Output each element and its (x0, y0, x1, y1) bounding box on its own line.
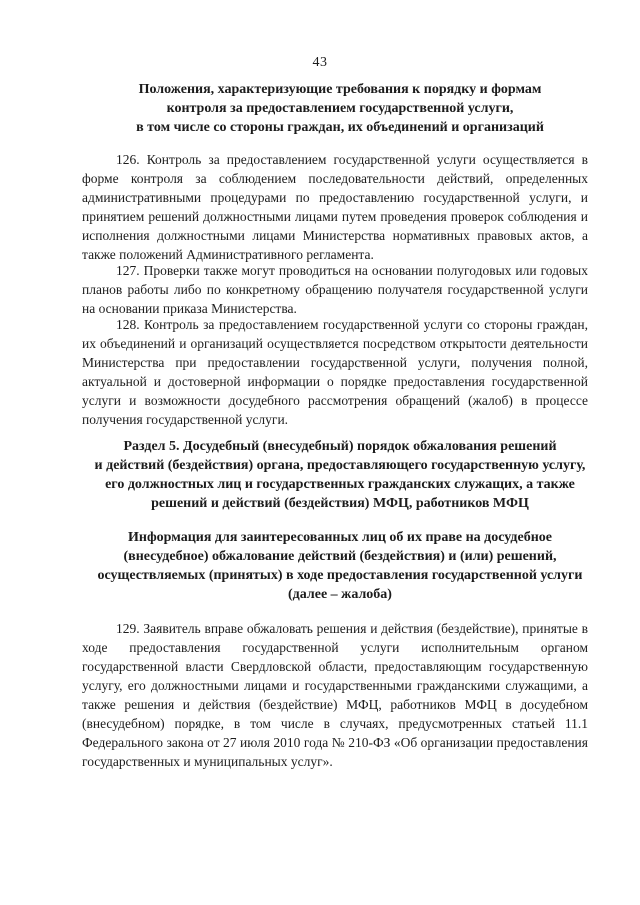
heading-line: (далее – жалоба) (288, 587, 392, 602)
heading-line: Положения, характеризующие требования к порядку и формам (138, 82, 542, 97)
heading-line: контроля за предоставлением государственной услуги, (166, 101, 514, 116)
heading-line: и действий (бездействия) органа, предоставляющего государственную услугу, (94, 458, 586, 473)
paragraph-126: 126. Контроль за предоставлением государственной услуги осуществляется в форме контроля за соблюдением последовательности действий, определенных административными процедурами по предоставлению государственной услуги, и принятием решений должностными лицами путем проведения проверок соблюдения и исполнения должностными лицами Министерства нормативных правовых актов, а также положений Административного регламента. (82, 152, 588, 262)
paragraph-128: 128. Контроль за предоставлением государственной услуги со стороны граждан, их объединений и организаций осуществляется посредством открытости деятельности Министерства при предоставлении государственной услуги, получения полной, актуальной и достоверной информации о порядке предоставления государственной услуги и возможности досудебного рассмотрения обращений (жалоб) в процессе получения государственной услуги. (82, 317, 588, 427)
heading-line: Информация для заинтересованных лиц об их праве на досудебное (128, 530, 552, 545)
heading-line: Раздел 5. Досудебный (внесудебный) порядок обжалования решений (123, 439, 557, 454)
heading-line: осуществляемых (принятых) в ходе предоставления государственной услуги (97, 568, 583, 583)
heading-line: его должностных лиц и государственных гражданских служащих, а также (105, 477, 575, 492)
paragraph-127: 127. Проверки также могут проводиться на основании полугодовых или годовых планов работы либо по конкретному обращению получателя государственной услуги на основании приказа Министерства. (82, 263, 588, 316)
section-heading-complaint-info (80, 528, 600, 604)
section-heading-chapter-5 (80, 437, 600, 513)
page-number: 43 (312, 55, 328, 70)
section-heading-control (80, 80, 600, 137)
heading-line: решений и действий (бездействия) МФЦ, работников МФЦ (151, 496, 529, 511)
heading-line: в том числе со стороны граждан, их объединений и организаций (136, 120, 544, 135)
paragraph-129: 129. Заявитель вправе обжаловать решения и действия (бездействие), принятые в ходе предоставления государственной услуги исполнительным органом государственной власти Свердловской области, предоставляющим государственную услугу, его должностными лицами и государственными гражданскими служащими, а также решения и действия (бездействие) МФЦ, работников МФЦ в досудебном (внесудебном) порядке, в том числе в случаях, предусмотренных статьей 11.1 Федерального закона от 27 июля 2010 года № 210-ФЗ «Об организации предоставления государственных и муниципальных услуг». (82, 621, 588, 769)
heading-line: (внесудебное) обжалование действий (бездействия) и (или) решений, (123, 549, 557, 564)
